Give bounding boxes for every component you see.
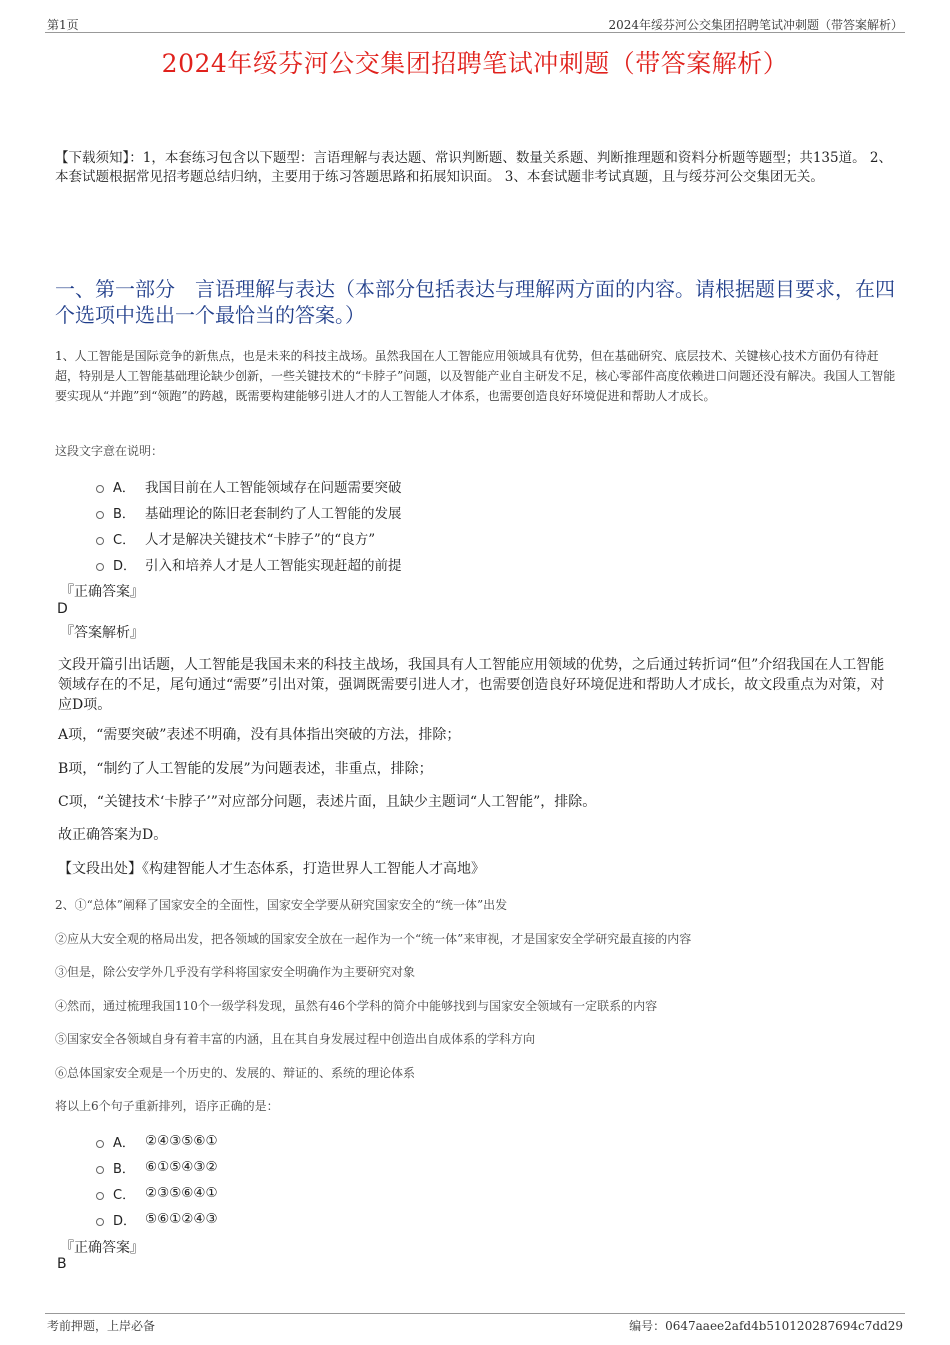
analysis-paragraph: C项，“关键技术‘卡脖子’”对应部分问题，表述片面，且缺少主题词“人工智能”，排除。: [58, 794, 597, 810]
option-a[interactable]: A． ②④③⑤⑥①: [96, 1128, 796, 1154]
question-1-text: 1、人工智能是国际竞争的新焦点，也是未来的科技主战场。虽然我国在人工智能应用领域具有优势，但在基础研究、底层技术、关键核心技术方面仍有待赶超，特别是人工智能基础理论缺少创新，一些关键技术的“卡脖子”问题，以及智能产业自主研发不足，核心零部件高度依赖进口问题还没有解决。我国人工智能要实现从“并跑”到“领跑”的跨越，既需要构建能够引进人才的人工智能人才体系，也需要创造良好环境促进和帮助人才成长。: [55, 349, 896, 403]
question-1-prompt: 这段文字意在说明：: [55, 444, 164, 458]
analysis-paragraph: 故正确答案为D。: [58, 827, 168, 843]
question-1-options: [96, 473, 796, 577]
option-b[interactable]: B． ⑥①⑤④③②: [96, 1154, 796, 1180]
question-2-sentence: ②应从大安全观的格局出发，把各领域的国家安全放在一起作为一个“统一体”来审视，才是国家安全学研究最直接的内容: [55, 932, 692, 946]
option-b[interactable]: B． 基础理论的陈旧老套制约了人工智能的发展: [96, 499, 796, 525]
radio-icon[interactable]: [96, 563, 104, 571]
correct-answer: B: [57, 1256, 67, 1272]
download-notice: 【下载须知】：1，本套练习包含以下题型：言语理解与表达题、常识判断题、数量关系题、判断推理题和资料分析题等题型；共135道。 2、本套试题根据常见招考题总结归纳，主要用于练习答题思路和拓展知识面。 3、本套试题非考试真题，且与绥芬河公交集团无关。: [55, 150, 892, 185]
question-2-options: [96, 1128, 796, 1232]
radio-icon[interactable]: [96, 511, 104, 519]
section-title: 一、第一部分 言语理解与表达（本部分包括表达与理解两方面的内容。请根据题目要求，在四个选项中选出一个最恰当的答案。）: [55, 277, 895, 327]
option-d[interactable]: D． ⑤⑥①②④③: [96, 1206, 796, 1232]
question-2-sentence: ④然而，通过梳理我国110个一级学科发现，虽然有46个学科的简介中能够找到与国家安全领域有一定联系的内容: [55, 999, 658, 1013]
correct-answer-label: 『正确答案』: [60, 1240, 144, 1256]
analysis-paragraph: 文段开篇引出话题，人工智能是我国未来的科技主战场，我国具有人工智能应用领域的优势，之后通过转折词“但”介绍我国在人工智能领域存在的不足，尾句通过“需要”引出对策，强调既需要引进人才，也需要创造良好环境促进和帮助人才成长，故文段重点为对策，对应D项。: [58, 657, 885, 713]
source-citation: 【文段出处】《构建智能人才生态体系，打造世界人工智能人才高地》: [58, 861, 485, 877]
radio-icon[interactable]: [96, 485, 104, 493]
option-d[interactable]: D． 引入和培养人才是人工智能实现赶超的前提: [96, 551, 796, 577]
question-2-sentence: ⑥总体国家安全观是一个历史的、发展的、辩证的、系统的理论体系: [55, 1066, 416, 1080]
question-2-sentence: ③但是，除公安学外几乎没有学科将国家安全明确作为主要研究对象: [55, 965, 416, 979]
radio-icon[interactable]: [96, 1218, 104, 1226]
option-c[interactable]: C． 人才是解决关键技术“卡脖子”的“良方”: [96, 525, 796, 551]
question-2-sentence: ⑤国家安全各领域自身有着丰富的内涵，且在其自身发展过程中创造出自成体系的学科方向: [55, 1032, 536, 1046]
analysis-paragraph: B项，“制约了人工智能的发展”为问题表述，非重点，排除；: [58, 761, 433, 777]
correct-answer-label: 『正确答案』: [60, 584, 144, 600]
footer-slogan: 考前押题，上岸必备: [47, 1319, 156, 1333]
radio-icon[interactable]: [96, 1192, 104, 1200]
page-number: 第1页: [47, 18, 79, 32]
header-doc-name: 2024年绥芬河公交集团招聘笔试冲刺题（带答案解析）: [608, 18, 903, 32]
page-header: [45, 14, 905, 33]
option-a[interactable]: A． 我国目前在人工智能领域存在问题需要突破: [96, 473, 796, 499]
question-2-sentence: 2、①“总体”阐释了国家安全的全面性，国家安全学要从研究国家安全的“统一体”出发: [55, 898, 508, 912]
correct-answer: D: [57, 601, 68, 617]
radio-icon[interactable]: [96, 1140, 104, 1148]
option-c[interactable]: C． ②③⑤⑥④①: [96, 1180, 796, 1206]
page-footer: [45, 1313, 905, 1336]
analysis-label: 『答案解析』: [60, 625, 144, 641]
radio-icon[interactable]: [96, 537, 104, 545]
question-2-prompt: 将以上6个句子重新排列，语序正确的是：: [55, 1099, 279, 1113]
analysis-paragraph: A项，“需要突破”表述不明确，没有具体指出突破的方法，排除；: [58, 727, 461, 743]
radio-icon[interactable]: [96, 1166, 104, 1174]
document-id: 编号：0647aaee2afd4b510120287694c7dd29: [629, 1319, 903, 1333]
document-title: 2024年绥芬河公交集团招聘笔试冲刺题（带答案解析）: [161, 49, 789, 78]
